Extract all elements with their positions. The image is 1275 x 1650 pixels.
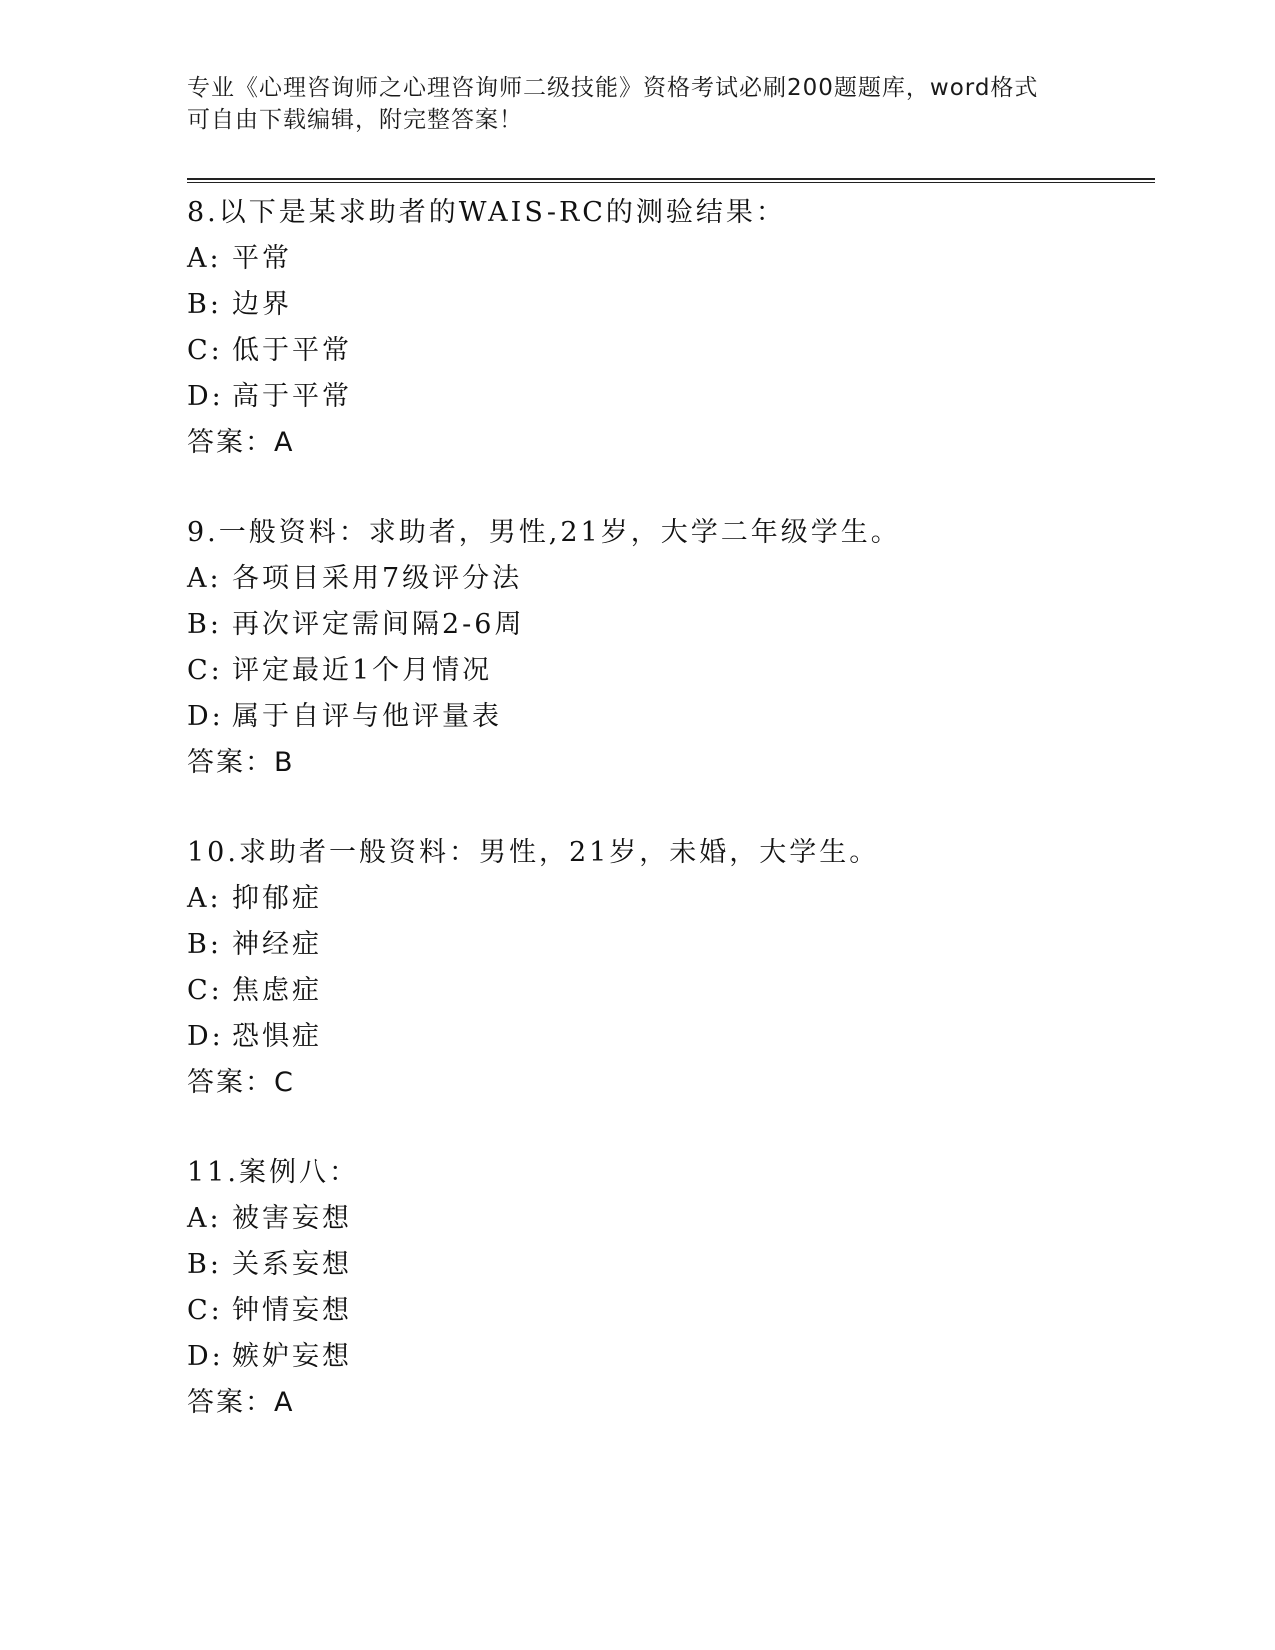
header-line-2: 可自由下载编辑，附完整答案！ [187, 107, 523, 133]
option-a [187, 1196, 1155, 1242]
option-text: 平常 [232, 243, 292, 274]
answer-line: 答案：A [187, 427, 295, 458]
option-text: 再次评定需间隔2-6周 [232, 609, 525, 640]
option-label: D: [187, 381, 224, 412]
option-text: 焦虑症 [232, 975, 322, 1006]
option-text: 边界 [232, 289, 292, 320]
option-a [187, 236, 1155, 282]
option-text: 低于平常 [232, 335, 352, 366]
option-a [187, 556, 1155, 602]
answer-line: 答案：C [187, 1067, 295, 1098]
question-10 [187, 830, 1155, 1106]
option-label: B: [187, 289, 222, 320]
question-stem: 8.以下是某求助者的WAIS-RC的测验结果： [187, 197, 786, 228]
option-label: C: [187, 335, 223, 366]
option-d [187, 1334, 1155, 1380]
option-label: C: [187, 1295, 223, 1326]
option-label: A: [187, 563, 222, 594]
question-stem: 9.一般资料：求助者，男性,21岁，大学二年级学生。 [187, 517, 901, 548]
question-stem: 10.求助者一般资料：男性，21岁，未婚，大学生。 [187, 837, 880, 868]
option-b [187, 602, 1155, 648]
document-header [187, 72, 1087, 136]
question-stem: 11.案例八： [187, 1157, 359, 1188]
option-label: A: [187, 883, 222, 914]
answer-line: 答案：B [187, 747, 295, 778]
option-label: B: [187, 1249, 222, 1280]
option-label: A: [187, 243, 222, 274]
option-text: 嫉妒妄想 [232, 1341, 352, 1372]
option-b [187, 1242, 1155, 1288]
option-a [187, 876, 1155, 922]
option-label: B: [187, 929, 222, 960]
question-11 [187, 1150, 1155, 1426]
option-text: 恐惧症 [232, 1021, 322, 1052]
option-text: 神经症 [232, 929, 322, 960]
option-c [187, 1288, 1155, 1334]
option-label: D: [187, 1341, 224, 1372]
option-b [187, 922, 1155, 968]
option-d [187, 694, 1155, 740]
question-list [187, 190, 1155, 1426]
option-d [187, 1014, 1155, 1060]
option-label: C: [187, 655, 223, 686]
option-label: D: [187, 1021, 224, 1052]
option-c [187, 968, 1155, 1014]
option-d [187, 374, 1155, 420]
option-c [187, 328, 1155, 374]
header-divider [187, 178, 1155, 183]
option-label: B: [187, 609, 222, 640]
question-9 [187, 510, 1155, 786]
option-text: 属于自评与他评量表 [232, 701, 502, 732]
option-label: C: [187, 975, 223, 1006]
answer-line: 答案：A [187, 1387, 295, 1418]
option-label: D: [187, 701, 224, 732]
option-c [187, 648, 1155, 694]
option-text: 抑郁症 [232, 883, 322, 914]
option-text: 关系妄想 [232, 1249, 352, 1280]
option-text: 钟情妄想 [232, 1295, 352, 1326]
option-label: A: [187, 1203, 222, 1234]
option-text: 高于平常 [232, 381, 352, 412]
header-line-1: 专业《心理咨询师之心理咨询师二级技能》资格考试必刷200题题库，word格式 [187, 75, 1039, 101]
option-b [187, 282, 1155, 328]
question-8 [187, 190, 1155, 466]
option-text: 各项目采用7级评分法 [232, 563, 523, 594]
option-text: 评定最近1个月情况 [232, 655, 493, 686]
option-text: 被害妄想 [232, 1203, 352, 1234]
